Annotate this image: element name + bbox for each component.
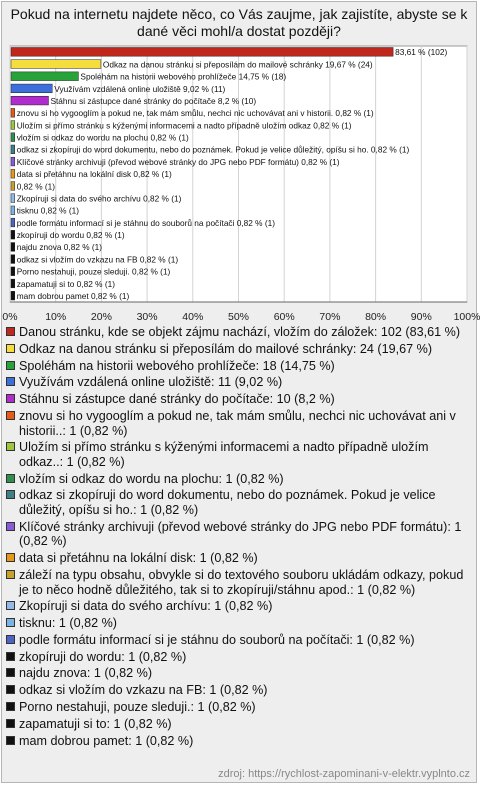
bar-label: Stáhnu si zástupce dané stránky do počítače 8,2 % (10) <box>50 95 257 106</box>
bar <box>11 169 15 178</box>
bar-label: znovu si ho vygooglím a pokud ne, tak mám smůlu, nechci nic uchovávat ani v historii. 0,82 % (1) <box>16 108 374 119</box>
legend-item <box>6 666 472 681</box>
x-tick-label: 60% <box>273 311 295 323</box>
bar-label: odkaz si vložím do vzkazu na FB 0,82 % (1) <box>16 254 179 265</box>
bar-label: najdu znova 0,82 % (1) <box>16 242 103 253</box>
legend-label: Stáhnu si zástupce dané stránky do počítače: 10 (8,2 %) <box>19 392 335 407</box>
legend-swatch <box>6 570 15 579</box>
legend-swatch <box>6 553 15 562</box>
bar <box>11 230 15 239</box>
bar <box>11 255 15 264</box>
legend-label: Danou stránku, kde se objekt zájmu nachází, vložím do záložek: 102 (83,61 %) <box>19 325 461 339</box>
legend-label: Odkaz na danou stránku si přeposílám do mailové schránky: 24 (19,67 %) <box>19 341 433 356</box>
bar-label: Spoléhám na historii webového prohlížeče 14,75 % (18) <box>80 71 287 82</box>
legend-item <box>6 568 472 597</box>
x-tick-label: 80% <box>365 311 387 323</box>
bar-label: zapamatuji si to 0,82 % (1) <box>16 278 115 289</box>
legend-item <box>6 616 472 631</box>
legend-item <box>6 409 472 438</box>
legend-label: Porno nestahuji, pouze sleduji.: 1 (0,82 %) <box>19 700 256 715</box>
source-note: zdroj: https://rychlost-zapominani-v-elektr.vyplnto.cz <box>218 768 470 780</box>
legend-swatch <box>6 361 15 370</box>
legend-swatch <box>6 394 15 403</box>
bar-label: vložím si odkaz do wordu na plochu 0,82 % (1) <box>16 132 189 143</box>
legend-swatch <box>6 327 15 336</box>
legend-label: mam dobrou pamet: 1 (0,82 %) <box>19 733 194 748</box>
legend-item <box>6 472 472 487</box>
bar-label: mam dobrou pamet 0,82 % (1) <box>16 291 130 301</box>
bar-label: Odkaz na danou stránku si přeposílám do mailové schránky 19,67 % (24) <box>102 59 373 70</box>
bar <box>11 206 15 215</box>
legend-item <box>6 633 472 648</box>
legend-swatch <box>6 490 15 499</box>
legend-item <box>6 683 472 698</box>
legend-item <box>6 551 472 566</box>
legend-label: zkopíruji do wordu: 1 (0,82 %) <box>19 649 187 664</box>
legend-label: data si přetáhnu na lokální disk: 1 (0,82 %) <box>19 551 258 566</box>
bar-label: Klíčové stránky archivuji (převod webové stránky do JPG nebo PDF formátu) 0,82 % (1) <box>16 156 340 167</box>
legend-item <box>6 650 472 665</box>
bar <box>11 218 15 227</box>
bar <box>11 108 15 117</box>
bar-label: 83,61 % (102) <box>395 47 448 58</box>
legend-swatch <box>6 377 15 386</box>
legend-swatch <box>6 736 15 745</box>
x-tick-label: 0% <box>2 311 18 323</box>
legend-item <box>6 342 472 357</box>
bar <box>11 48 393 57</box>
legend-swatch <box>6 719 15 728</box>
bar <box>11 267 15 276</box>
legend-item <box>6 325 472 340</box>
bar <box>11 291 15 300</box>
bar-chart <box>0 0 480 325</box>
legend-swatch <box>6 635 15 644</box>
legend-label: znovu si ho vygooglím a pokud ne, tak mám smůlu, nechci nic uchovávat ani v historii..: 1 (0,82 %) <box>19 408 456 438</box>
legend-item <box>6 392 472 407</box>
legend-label: vložím si odkaz do wordu na plochu: 1 (0,82 %) <box>19 471 284 486</box>
x-tick-label: 100% <box>453 311 480 323</box>
legend-label: odkaz si vložím do vzkazu na FB: 1 (0,82 %) <box>19 683 268 698</box>
legend-item <box>6 599 472 614</box>
legend-label: Zkopíruji si data do svého archívu: 1 (0,82 %) <box>19 599 273 614</box>
legend-label: záleží na typu obsahu, obvykle si do textového souboru ukládám odkazy, pokud je to něco hodně důležitého, tak si to zkopíruji/stáhnu apod.: 1 (0,82 %) <box>19 567 464 597</box>
legend-item <box>6 717 472 732</box>
bar-label: Využívám vzdálená online uložiště 9,02 % (11) <box>54 83 226 94</box>
legend-swatch <box>6 618 15 627</box>
legend-swatch <box>6 522 15 531</box>
x-tick-label: 10% <box>45 311 67 323</box>
bar <box>11 60 101 69</box>
bar <box>11 133 15 142</box>
bar <box>11 84 52 93</box>
legend-label: najdu znova: 1 (0,82 %) <box>19 666 153 681</box>
bar <box>11 145 15 154</box>
bar-label: Zkopíruji si data do svého archívu 0,82 % (1) <box>16 193 182 204</box>
legend-swatch <box>6 685 15 694</box>
bar-label: zkopíruji do wordu 0,82 % (1) <box>16 230 125 241</box>
legend-label: tisknu: 1 (0,82 %) <box>19 616 117 631</box>
legend-label: Využívám vzdálená online uložiště: 11 (9,02 %) <box>19 375 283 390</box>
legend-swatch <box>6 474 15 483</box>
chart-title: Pokud na internetu najdete něco, co Vás zaujme, jak zajistíte, abyste se k dané věci mohl/a dostat později? <box>10 6 468 39</box>
x-tick-label: 40% <box>182 311 204 323</box>
legend-swatch <box>6 601 15 610</box>
x-tick-label: 30% <box>136 311 158 323</box>
legend-swatch <box>6 344 15 353</box>
legend-item <box>6 520 472 549</box>
legend-swatch <box>6 702 15 711</box>
bar <box>11 243 15 252</box>
legend-label: zapamatuji si to: 1 (0,82 %) <box>19 716 172 731</box>
bar-label: Porno nestahuji, pouze sleduji. 0,82 % (1) <box>16 266 171 277</box>
legend-swatch <box>6 652 15 661</box>
bar <box>11 72 78 81</box>
legend-item <box>6 700 472 715</box>
bar-label: Uložím si přímo stránku s kýženými informacemi a nadto případně uložím odkaz 0,82 % (1) <box>16 120 352 131</box>
legend-swatch <box>6 442 15 451</box>
bar <box>11 157 15 166</box>
x-tick-label: 50% <box>227 311 250 323</box>
legend-item <box>6 375 472 390</box>
bar <box>11 121 15 130</box>
x-tick-label: 70% <box>319 311 341 323</box>
legend-label: Klíčové stránky archivuji (převod webové stránky do JPG nebo PDF formátu): 1 (0,82 %) <box>19 519 462 549</box>
legend-label: odkaz si zkopíruji do word dokumentu, nebo do poznámek. Pokud je velice důležitý, opíšu si ho.: 1 (0,82 %) <box>19 488 436 518</box>
legend-label: podle formátu informací si je stáhnu do souborů na počítači: 1 (0,82 %) <box>19 632 415 647</box>
legend-item <box>6 440 472 469</box>
legend-item <box>6 734 472 749</box>
bar <box>11 96 48 105</box>
chart-legend <box>6 325 472 750</box>
x-tick-label: 90% <box>410 311 432 323</box>
legend-item <box>6 359 472 374</box>
bar-label: podle formátu informací si je stáhnu do souborů na počítači 0,82 % (1) <box>16 217 276 228</box>
legend-label: Uložím si přímo stránku s kýženými informacemi a nadto případně uložím odkaz..: 1 (0,82 %) <box>19 440 429 469</box>
bar <box>11 279 15 288</box>
legend-swatch <box>6 668 15 677</box>
bar <box>11 182 15 191</box>
legend-label: Spoléhám na historii webového prohlížeče: 18 (14,75 %) <box>19 358 335 373</box>
bar-label: data si přetáhnu na lokální disk 0,82 % (1) <box>16 169 172 180</box>
bar-label: odkaz si zkopíruji do word dokumentu, nebo do poznámek. Pokud je velice důležitý, opíšu si ho. 0,82 % (1) <box>16 144 410 155</box>
bar <box>11 194 15 203</box>
bar-label: tisknu 0,82 % (1) <box>16 205 80 216</box>
x-tick-label: 20% <box>90 311 112 323</box>
legend-item <box>6 488 472 517</box>
bar-label: 0,82 % (1) <box>16 181 56 192</box>
legend-swatch <box>6 411 15 420</box>
